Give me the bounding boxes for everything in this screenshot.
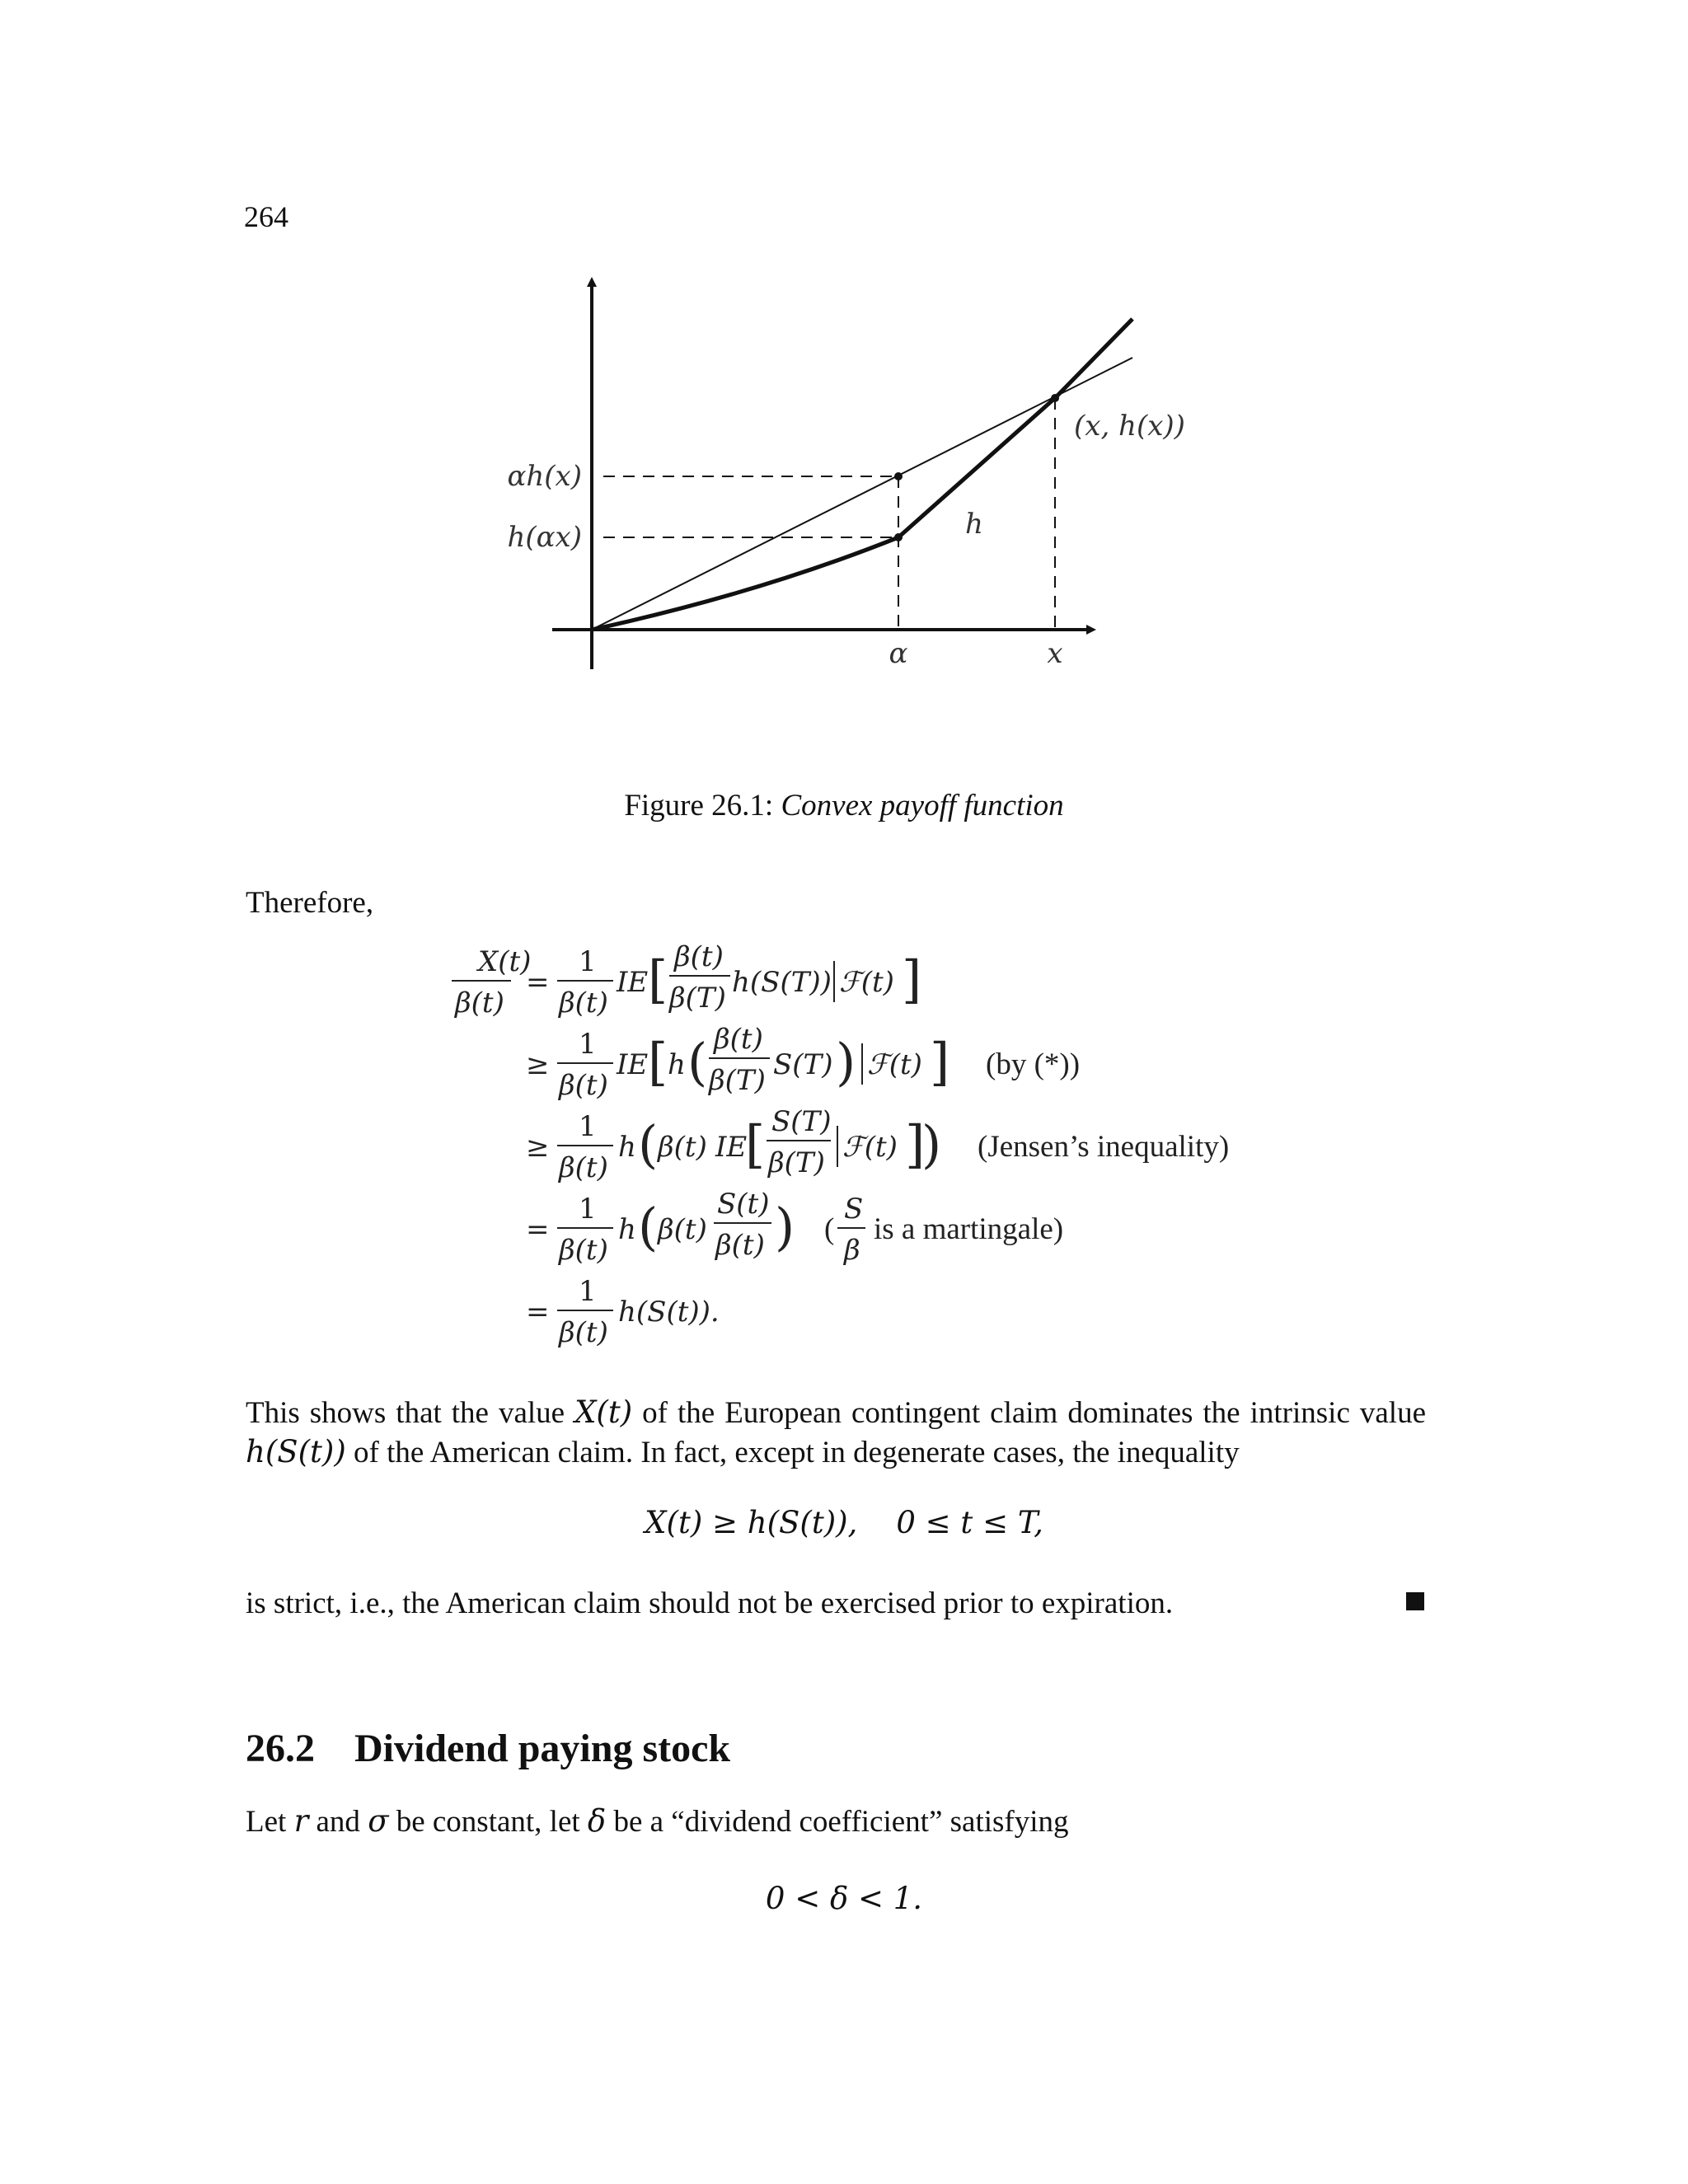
annotation-jensen: (Jensen’s inequality) (978, 1130, 1230, 1164)
svg-text:β(T): β(T) (669, 982, 726, 1015)
therefore-text: Therefore, (246, 886, 374, 920)
svg-text:β(t): β(t) (559, 1151, 608, 1184)
svg-text:β(t): β(t) (658, 1213, 707, 1246)
label-h-alpha-x: h(αx) (507, 521, 582, 554)
svg-text:=: = (526, 1296, 550, 1329)
svg-text:h: h (618, 1213, 636, 1246)
svg-text:1: 1 (579, 945, 597, 978)
svg-text:]: ] (930, 1032, 950, 1092)
caption-prefix: Figure 26.1: (624, 789, 774, 823)
svg-text:[: [ (745, 1114, 766, 1174)
caption-title: Convex payoff function (781, 789, 1064, 823)
svg-text:h(S(T)): h(S(T)) (732, 966, 832, 999)
svg-text:(: ( (687, 1032, 708, 1092)
svg-text:(: ( (638, 1197, 659, 1257)
svg-text:IE: IE (617, 1048, 649, 1081)
svg-text:[: [ (648, 949, 668, 1010)
svg-text:≥: ≥ (526, 1131, 550, 1164)
display-inequality: X(t) ≥ h(S(t)), 0 ≤ t ≤ T, (645, 1505, 1043, 1540)
svg-text:1: 1 (579, 1110, 597, 1143)
section-heading (246, 1726, 730, 1771)
svg-text:β(t): β(t) (559, 987, 608, 1019)
svg-text:[: [ (648, 1032, 668, 1092)
svg-text:): ) (775, 1197, 795, 1257)
display-delta: 0 < δ < 1. (765, 1881, 923, 1916)
x-axis-arrow (1086, 625, 1096, 635)
convex-payoff-figure (495, 272, 1203, 701)
svg-text:ℱ(t): ℱ(t) (842, 1131, 898, 1164)
label-alpha: α (889, 637, 908, 670)
point-h-alpha-x (894, 533, 903, 541)
svg-text:β(t): β(t) (559, 1069, 608, 1102)
svg-text:1: 1 (579, 1193, 597, 1226)
page-number: 264 (244, 200, 288, 233)
label-alpha-h-x: αh(x) (507, 460, 582, 493)
svg-text:(: ( (638, 1114, 659, 1174)
qed-symbol (1406, 1592, 1424, 1610)
label-h: h (965, 508, 983, 541)
svg-text:S(T): S(T) (773, 1048, 833, 1081)
paragraph-dominance: This shows that the value X(t) of the European contingent claim dominates the intrinsic value h(S(t)) of the American claim. In fact, except in degenerate cases, the inequality (246, 1394, 1426, 1469)
svg-text:ℱ(t): ℱ(t) (867, 1048, 922, 1081)
math-X-t: X(t) (574, 1394, 633, 1430)
label-x: x (1047, 637, 1063, 670)
eq-row1-rel: = (526, 966, 550, 999)
svg-text:β(t): β(t) (559, 1316, 608, 1349)
svg-text:1: 1 (579, 1028, 597, 1061)
svg-text:): ) (921, 1114, 942, 1174)
svg-text:β(T): β(T) (709, 1064, 766, 1097)
svg-text:h(S(t)).: h(S(t)). (618, 1296, 720, 1329)
svg-text:≥: ≥ (526, 1048, 550, 1081)
svg-text:β(T): β(T) (768, 1146, 825, 1179)
svg-text:IE: IE (715, 1131, 748, 1164)
svg-text:β(t): β(t) (559, 1234, 608, 1267)
section-number: 26.2 (246, 1727, 315, 1770)
svg-text:]: ] (905, 1114, 926, 1174)
point-x-h-x (1051, 394, 1059, 402)
svg-text:β: β (844, 1234, 860, 1267)
svg-text:β(t): β(t) (715, 1229, 765, 1262)
math-h-S-t: h(S(t)) (246, 1434, 346, 1469)
paragraph-dividend: Let r and σ be constant, let δ be a “dividend coefficient” satisfying (246, 1803, 1069, 1839)
svg-text:β(t): β(t) (674, 940, 724, 973)
svg-text:S(T): S(T) (771, 1105, 832, 1138)
svg-text:S: S (844, 1193, 864, 1226)
svg-text:IE: IE (617, 966, 649, 999)
svg-text:]: ] (902, 949, 922, 1010)
svg-text:β(t): β(t) (714, 1023, 763, 1056)
y-axis-arrow (587, 277, 597, 287)
svg-text:S(t): S(t) (717, 1188, 770, 1221)
section-title: Dividend paying stock (354, 1727, 731, 1770)
svg-text:ℱ(t): ℱ(t) (839, 966, 894, 999)
svg-text:1: 1 (579, 1275, 597, 1308)
annotation-martingale: is a martingale) (874, 1212, 1064, 1246)
eq-lhs-num: X(t) (478, 945, 532, 978)
svg-text:β(t): β(t) (658, 1131, 707, 1164)
figure-caption (0, 788, 1688, 823)
svg-text:h: h (618, 1131, 636, 1164)
svg-text:(: ( (824, 1212, 835, 1246)
curve-h (592, 319, 1132, 630)
point-alpha-h-x (894, 472, 903, 480)
svg-text:=: = (526, 1213, 550, 1246)
derivation-equations (445, 940, 1269, 1376)
eq-lhs-den: β(t) (455, 987, 504, 1019)
svg-text:h: h (668, 1048, 686, 1081)
annotation-by-star: (by (*)) (986, 1047, 1081, 1081)
strict-sentence: is strict, i.e., the American claim should not be exercised prior to expiration. (246, 1586, 1174, 1620)
label-point: (x, h(x)) (1074, 410, 1185, 443)
svg-text:): ) (836, 1032, 856, 1092)
